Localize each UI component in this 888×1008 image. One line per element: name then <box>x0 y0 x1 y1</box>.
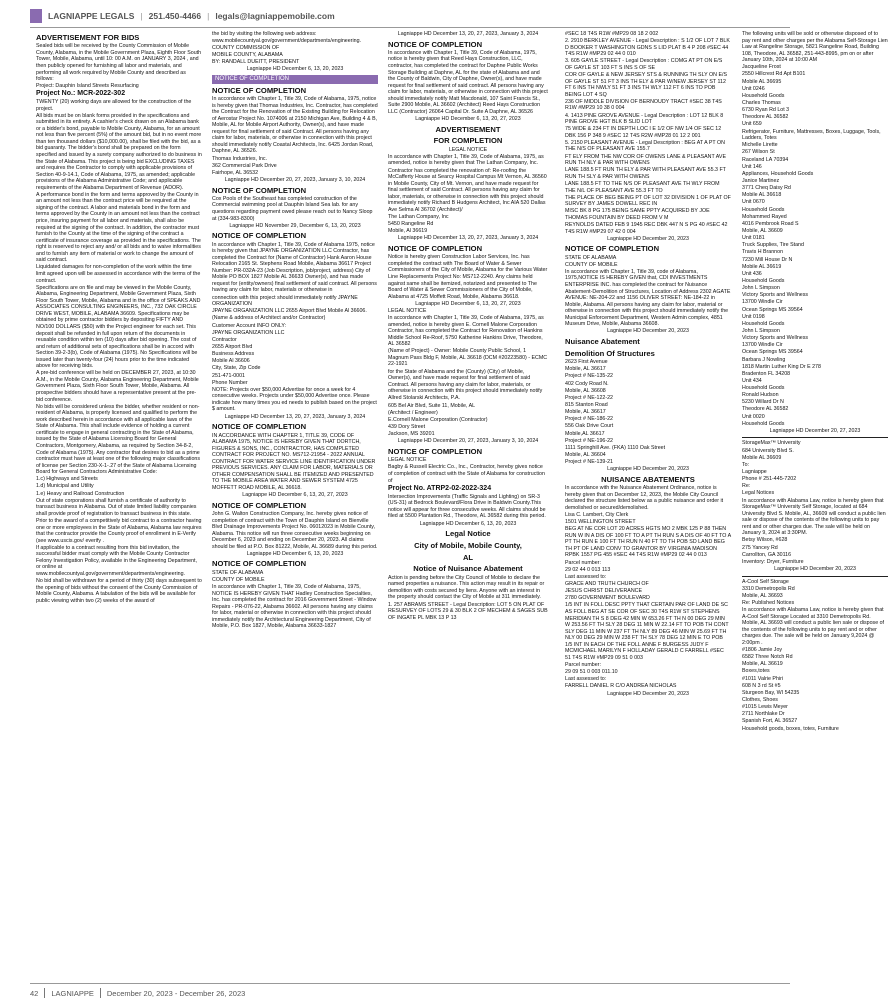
notice-text: 402 Cody Road N. <box>565 380 609 387</box>
issue-dates: December 20, 2023 - December 26, 2023 <box>106 988 246 998</box>
notice-text: Travis H Brannon <box>742 249 784 256</box>
notice-text: Thomas Industries, Inc. <box>212 155 268 162</box>
footer-divider <box>44 988 45 998</box>
notice-text: LEGAL NOTICE <box>448 146 488 153</box>
notice-text: LEGAL NOTICE <box>388 457 427 464</box>
notice-text: Parcel number: <box>565 559 601 566</box>
notice-text: Re: Published Notices <box>742 599 795 606</box>
notice-text: Phone Number <box>212 379 248 386</box>
notice-text: #SEC 18 T4S R1W #MP29 08 18 2 002 <box>565 31 659 37</box>
notice-heading: Demolition Of Structures <box>565 348 655 358</box>
notice-text: LANE 188.5 FT RUN TH ELY & PAR WITH PLEASANT AVE 55.3 FT RUN TH SLY & PAR WITH OWENS <box>565 167 726 180</box>
notice-text: John G. Walton Construction Company, Inc. hereby gives notice of completion of contract with the Town of Dauphin Island on Bienville Blvd Drainage Improvements Project No. 06012023 in Mobile County, Alabama. This notice will run three consecutive weeks beginning on December 6, 2023 and ending on December 20, 2023. All claims should be filed at P.O. Box 81222, Mobile, AL 36689 during this period. <box>212 511 378 550</box>
column-4 <box>565 31 731 991</box>
notice-divider <box>742 576 888 577</box>
notice-heading: City of Mobile, Mobile County, <box>414 540 522 550</box>
notice-text: 13700 Windle Cir <box>742 342 783 349</box>
notice-text: 608 N 3 rd St #5 <box>742 682 781 689</box>
notice-text: Household Goods <box>742 320 785 327</box>
notice-text: Unit 0020 <box>742 413 765 420</box>
notice-text: In accordance with Chapter 1, Title 39, Code of Alabama, 1975, notice is hereby given that Reed Hays Construction, LLC, contractor, has completed the contract for Daphne Public Works Storage Building at Daphne, AL for the state of Alabama and and the County of Baldwin, City of Daphne, Owner(s), and have made request for final settlement of said contract. All persons having any claim for labor, materials, or otherwise in connection with this project should immediately notify Matt Macdonald, 107 Saint Francis St., Suite 2900 Mobile, AL 36602 (Architect) Reed Hays Construction LLC (Contractor) 26064 Capital Dr. Suite A Daphne, AL 36526 <box>388 49 548 115</box>
notice-heading: Legal Notice <box>445 529 491 539</box>
notice-text: In accordance with Chapter 1, Title 39, Code of Alabama 1975, notice is hereby given that JPAYNE ORGANIZATION LLC Contractor, has completed the Contract for (Name of Contractor) Hank Aaron House Relocation 2165 St. Stephens Road Mobile, Alabama 36617 Project Number: PR-032A-23 (Job Description, job/project, address) City of Mobile PO BOX 1827 Mobile AL 36633 Owner(s), and has made request for (entity/owners) final settlement of said contract. All persons having any claim for labor, materials or otherwise in <box>212 241 377 294</box>
notice-text: Prior to the award of a competitively bid contract to a contractor having one or more employees in the State of Alabama, Alabama law requires that the contractor provide the County proof of enrollment in E-Verify (see www.uscis.gov/ everify . <box>36 517 202 544</box>
notice-text: for the State of Alabama and the (County) (City) of Mobile, Owner(s), and have made request for final settlement of said Contract. All persons having any claim for labor, materials, or otherwise in connection with this project should immediately notify <box>388 368 543 395</box>
notice-text: In accordance with Chapter 1, Title 39, Code of Alabama, 1975, as amended, notice is hereby given E. Cornell Malone Corporation Contractor, has completed the Contract for Renovation of Hankins Middle School Re-Roof, 5750 Katherine Hankins Drive, Theodore, AL 36582 <box>388 315 544 348</box>
notice-heading: Notice of Nuisance Abatement <box>413 564 523 574</box>
notice-text: Project # NE-135-22 <box>565 373 613 380</box>
notice-text: REYNOLDS DATED FEB 9 1945 REC DBK 447 N S PG 40 #SEC 42 T4S R1W #MP29 07 42 0 004 <box>565 222 728 235</box>
notice-text: Household Goods <box>742 420 785 427</box>
notice-text: Household Goods <box>742 206 785 213</box>
notice-text: In accordance with the Nuisance Abatement Ordinance, notice is hereby given that on December 12, 2023, the Mobile City Council declared the structure listed below as a public nuisance and order it demolished or secured/demolished. <box>565 485 724 511</box>
publication-dates: Lagniappe HD December 20, 27, 2023, January 3, 10, 2024 <box>224 176 366 183</box>
notice-text: 2711 Northlake Dr <box>742 711 785 718</box>
column-5 <box>742 31 888 991</box>
notice-text: To: <box>742 461 750 468</box>
notice-text: (Architect / Engineer) <box>388 409 438 416</box>
notice-text: Allred Stolarski Architects, P.A. <box>388 395 461 402</box>
notice-text: BEG AT NE COR LOT 20 ACRES HGTS MO 2 MBK 125 P 88 THEN RUN W IN A DIS OF 100 FT TO A PT TH RUN S A DIS OF 40 FT TO A PT TH RUN E 100 FT TH RUN N 40 FT TO TH POB SD LAND BEG TH PT OF LAND CONV TO GRANTOR BY VIRGINIA MADISON RPBK 1557 PG 455 #SEC 44 T4S R1W #MP29 02 44 0 013 <box>565 526 731 559</box>
notice-text: 251-471-0001 <box>212 372 245 379</box>
notice-text: Betsy Wilson, #628 <box>742 537 788 544</box>
notice-text: Unit 0670 <box>742 199 765 206</box>
notice-text: Project # NE-186-22 <box>565 416 613 423</box>
notice-text: Ocean Springs MS 39564 <box>742 306 803 313</box>
notice-text: #1015 Lewis Meyer <box>742 704 788 711</box>
notice-text: of completion of contract with the State of Alabama for construction of <box>388 471 545 484</box>
notice-text: LANE 188.5 FT TO THE N/S OF PLEASANT AVE TH WLY FROM THE N/L OF PLEASANT AVE 55.3 FT TO <box>565 180 720 194</box>
notice-text: 2655 Airport Blvd <box>212 344 253 350</box>
notice-text: LEGAL NOTICE <box>388 307 427 314</box>
notice-text: 1111 Springhill Ave. (FKA) 1110 Oak Street <box>565 444 666 451</box>
notice-text: Out of state corporations shall furnish a certificate of authority to transact business in Alabama. Out of state limited liability companies shall provide proof of registration to transact business in this state. <box>36 497 197 517</box>
notice-text: 236 OF MIDDLE DIVISION OF BERNOUDY TRACT #SEC 38 T4S R1W #MP29 10 38 0 004 <box>565 98 722 112</box>
notice-text: Janice Martinez <box>742 177 780 184</box>
publication-dates: Lagniappe HD November 29, December 6, 13, 20, 2023 <box>229 222 361 229</box>
notice-text: (Name & address of Architect and/or Contractor) <box>212 315 326 322</box>
publication-dates: Lagniappe HD December 13, 20, 27, 2023, January 3, 2024 <box>397 31 539 37</box>
notice-text: Ronald Hudson <box>742 392 779 399</box>
notice-text: Mobile, Al 36619 <box>388 228 428 235</box>
notice-text: Project: Dauphin Island Streets Resurfacing <box>36 83 139 90</box>
notice-text: StorageMax™ University <box>742 440 801 447</box>
legal-columns <box>36 31 888 946</box>
notice-text: 4. 1413 PINE GROVE AVENUE - Legal Description : LOT 12 BLK 8 PINE GROVE HGT BLK B SLID LOT <box>565 112 724 126</box>
notice-text: Lagniappe <box>742 469 767 476</box>
section-marker-icon <box>30 9 42 23</box>
notice-text: (Name of Project) - Owner: Mobile County Public School, 1 Magnum Pass Bldg F, Mobile, AL 36618 (DCM #20223580) - ECMC 22-1921 <box>388 348 548 368</box>
notice-text: Unit 146 <box>742 163 762 170</box>
notice-text: Mobile AL 36619 <box>742 263 782 270</box>
notice-heading: NUISANCE ABATEMENTS <box>601 474 695 484</box>
notice-text: 2623 First Avenue <box>565 359 608 366</box>
notice-text: Household Goods <box>742 277 785 284</box>
notice-heading: NOTICE OF COMPLETION <box>212 185 307 195</box>
notice-text: THE PLACE OF BEG BEING PT OF LOT 32 DIVISION 1 OF PLAT OF SURVEY BY JAMES DOWELL REC IN <box>565 194 731 208</box>
project-number: Project No.: MCR-2022-302 <box>36 90 126 98</box>
notice-text: Project # NE-139-21 <box>565 459 613 466</box>
notice-text: Theodore AL 36582 <box>742 114 789 121</box>
notice-text: Action is pending before the City Council of Mobile to declare the named properties a nuisance. This action may result in its repair or demolition with costs secured by liens. Anyone with an interest in the property should contact the City of Mobile at 311 immediately. <box>388 574 545 601</box>
notice-text: 1818 Martin Luther King Dr E 278 <box>742 363 821 370</box>
page-number: 42 <box>30 988 39 998</box>
notice-text: Contractor <box>212 336 237 343</box>
publication-dates: Lagniappe HD December 20, 2023 <box>607 235 689 242</box>
header-rule <box>30 27 790 28</box>
notice-text: COUNTY OF MOBILE <box>565 261 618 268</box>
notice-text: 29 02 44 0 013 113 <box>565 566 611 573</box>
page-footer <box>30 986 790 1000</box>
publication-dates: Lagniappe HD December 13, 20, 27, 2023, January 3, 2024 <box>397 235 539 242</box>
notice-text: Ocean Springs MS 39564 <box>742 349 803 356</box>
notice-text: A pre-bid conference will be held on DECEMBER 27, 2023, at 10:30 A.M., in the Mobile County, Alabama Engineering Department, Mobile Government Plaza, Sixth Floor South Tower, Mobile, Alabama. All prospective bidders should have a representative present at the pre-bid conference. <box>36 370 199 403</box>
notice-text: Jacqueline Frost <box>742 64 781 71</box>
notice-text: Bradenton FL 34208 <box>742 370 791 377</box>
notice-text: 556 Oak Drive Court <box>565 423 614 430</box>
publication-dates: Lagniappe HD December 20, 2023 <box>607 328 689 335</box>
notice-text: Mobile, AL 36609 <box>742 227 783 234</box>
notice-text: Unit 659 <box>742 121 762 128</box>
notice-text: 2550 Hillcrest Rd Apt B101 <box>742 71 806 78</box>
notice-text: Charles Thomas <box>742 100 781 107</box>
notice-text: Mobile, AL 36604 <box>565 452 606 459</box>
notice-text: Theodore AL 36582 <box>742 406 789 413</box>
notice-text: Business Address <box>212 351 255 358</box>
notice-text: JPAYNE ORGANIZATION LLC <box>212 329 285 336</box>
notice-text: Unit 0246 <box>742 85 765 92</box>
notice-text: In accordance with Chapter 1, Title 39, code of Alabama, 1975,NOTICE IS HEREBY GIVEN that, CDI INVESTMENTS ENTERPRISE INC. has completed the contract for Nuisance Abatement-Demolition of Structures, Location of Address 2302 AGATE AVENUE: NE-204-22 and 1156 OLIVER STREET: NE-184-22 in Mobile, Alabama. All persons having any claim for labor, material or otherwise in connection with this project should immediately notify the Municipal Enforcement Department, Western Admin complex, 4851 Museum Drive, Mobile, Alabama 36608. <box>565 268 731 328</box>
notice-text: 1501 WELLINGTON STREET <box>565 519 636 526</box>
notice-text: Bagby & Russell Electric Co., Inc., Contractor, hereby gives notice <box>388 464 543 471</box>
publication-dates: Lagniappe HD December 6, 13, 20, 27, 2023 <box>415 300 521 307</box>
notice-text: #1806 Jamie Joy <box>742 647 783 653</box>
notice-heading: NOTICE OF COMPLETION <box>212 559 307 569</box>
notice-text: In accordance with Alabama Law, notice is hereby given that A-Cool Self Storage Located at 3310 Demetropolis Rd. Mobile, AL 36693 will conduct a public lien sale or dispose of the contents of the following units to pay rent and or other charges due. The sale will be held on January 9,2024 @ 2:00pm . <box>742 607 885 646</box>
notice-text: Customer Account INFO ONLY: <box>212 322 287 329</box>
notice-text: In accordance with Chapter 1, Title 39, Code of Alabama, 1975, notice is hereby given that Thomas Industries, Inc. Contractor, has completed the Contract for the Renovation of the Existing Building for Relocation of Aerostar Project No. 1074006 at 2150 Michigan Ave, Building 4 & B, Mobile, AL for Mobile Airport Authority, Owner(s), and have made request for final settlement of said Contract. All persons having any claim for labor, materials, or otherwise in connection with this project should immediately notify Coastal Architects, Inc. 6425 Jordan Road, Daphne, AL 36526. <box>212 96 378 155</box>
notice-text: Mobile AL 36695 <box>742 78 782 85</box>
notice-text: NOTE: Projects over $50,000 Advertise for once a week for 4 consecutive weeks. Projects under $50,000 Advertise once. Please indicate how many times you ed needs to publish based on the project $ amount. <box>212 386 377 413</box>
notice-text: In accordance with Alabama Law, notice is hereby given that StorageMax™ University Self Storage, located at 684 University Blvd S. Mobile, AL, 36609 will conduct a public lien sale or dispose of the contents of the following units to pay rent and or other charges due. The sale will be held on January 9, 2024 at 3:30PM. <box>742 497 886 537</box>
notice-text: The following units will be sold or otherwise disposed of to pay rent and other charges per the Alabama Self-Storage Lien Law at Rangeline Storage, 5821 Rangeline Road, Building 108, Theodore, AL 36582, 251-443-8995, pm on or after January 10th, 2024 at 10:00 AM <box>742 31 888 64</box>
notice-heading: NOTICE OF COMPLETION <box>388 446 483 456</box>
notice-text: E.Cornell Malone Corporation (Contractor) <box>388 416 488 423</box>
notice-text: Liquidated damages for non-completion of the work within the time limit agreed upon will be assessed in accordance with the terms of the contract. <box>36 264 201 284</box>
notice-text: In accordance with Chapter 1, Title 39, Code of Alabama, 1975, as amended, notice is hereby given that The Lathan Company, Inc. <box>388 153 544 167</box>
notice-text: connection with this project should immediately notify JPAYNE ORGANIZATION <box>212 294 358 308</box>
notice-text: John L Simpson <box>742 285 780 292</box>
notice-text: Mobile, AL 36608 <box>565 387 606 394</box>
notice-text: Lisa C. Lambert, City Clerk <box>565 512 629 519</box>
notice-heading: ADVERTISEMENT <box>435 124 501 134</box>
notice-text: 3771 Cheq Daisy Rd <box>742 185 791 192</box>
notice-text: Unit 0181 <box>742 235 765 242</box>
notice-text: Clothes, Shoes <box>742 696 778 703</box>
notice-text: John L Simpson <box>742 327 780 334</box>
notice-text: 7230 Mill House Dr N <box>742 256 793 263</box>
notice-text: Appliances, Household Goods <box>742 170 814 177</box>
notice-text: 6730 Ryan Rd Lot 3 <box>742 107 790 114</box>
notice-text: Refrigerator, Furniture, Mattresses, Boxes, Luggage, Tools, Ladders, Totes <box>742 128 881 142</box>
notice-text: 275 Yancey Rd <box>742 544 778 551</box>
notice-text: #1011 Valrie Phiri <box>742 675 784 682</box>
notice-text: MOBILE COUNTY, ALABAMA <box>212 51 283 58</box>
notice-text: Unit 0198 <box>742 313 765 320</box>
notice-text: Sealed bids will be received by the County Commission of Mobile County, Alabama, in the Mobile Government Plaza, Eighth Floor South Tower, Mobile, Alabama, until 10: 00 A.M. on JANUARY 3, 2024 , and then publicly opened for furnishing all labor and materials, and performing all work required by Mobile County and described as follows: <box>36 43 202 83</box>
notice-text: STATE OF ALABAMA <box>565 254 617 261</box>
notice-text: Re: <box>742 483 751 490</box>
column-2 <box>212 31 378 991</box>
notice-text: 4016 Pembrook Road S <box>742 220 799 227</box>
notice-text: Boxes,totes <box>742 668 770 675</box>
notice-heading: NOTICE OF COMPLETION <box>212 231 307 241</box>
notice-text: TWENTY (20) working days are allowed for the construction of the project. <box>36 99 192 112</box>
notice-text: Mobile,AL 36617 <box>565 430 605 437</box>
publication-name: LAGNIAPPE <box>51 988 94 998</box>
notice-text: Fairhope, AL 36532 <box>212 169 259 176</box>
notice-text: Contractor has completed the renovation of: Re-roofing the McCafferty House at Searcy Hospital Campus Mt Vernon, AL 36560 in Mobile County, City of Mt. Vernon, and have made request for final settlement of said Contract. All persons having any claim for labor, materials, or otherwise in connection with this project should immediately notify Richard B Hudgens Architect, Inc AIA 520 Dallas Ave Selma Al 36702 (Architect)/ <box>388 167 547 213</box>
notice-text: 815 Stanton Road <box>565 402 608 409</box>
notice-text: Specifications are on file and may be viewed in the Mobile County, Alabama, Engineering Department, Mobile Government Plaza, Sixth Floor South Tower, Mobile, Alabama and in the office of SPEAKS AND ASSOCIATES CONSULTING ENGINEERS, INC., 732 OAK CIRCLE DRIVE WEST, MOBILE, ALABAMA 36609. Specifications may be obtained by prime contractor bidders by depositing FIFTY AND NO/100 DOLLARS ($50) with the Project engineer for each set. This deposit shall be refunded in full upon return of the documents in reusable condition within ten (10) days after bid opening. The cost of and return of additional sets of specifications shall be in accord with Section 39-2-3(b), Code of Alabama (1975). No Specifications will be issued later than twenty-four (24) hours prior to the time indicated above for receiving bids. <box>36 284 201 370</box>
publication-dates: Lagniappe HD December 20, 27, 2023 <box>769 427 861 434</box>
notice-text: Mobile, AL 36693 <box>742 592 783 599</box>
notice-heading: Nuisance Abatement <box>565 337 640 346</box>
notice-text: Household Goods <box>742 385 785 392</box>
notice-text: All bids must be on blank forms provided in the specifications and submitted in its entirety. A cashier's check drawn on an Alabama bank or a bidder's bond, payable to Mobile County, Alabama, for an amount not less than five percent (5%) of the amount bid, but in no event more than ten thousand dollars ($10,000.00), shall be filed with the bid, as a bid guaranty. The bidder's bond shall be prepared on the form specified and issued by a surety company authorized to do business in the State of Alabama. This project is being bid EXCLUDING TAXES and requires the Contractor to comply with applicable provisions of Section 40-9-14.1, Code of Alabama, 1975, as amended; applicable provisions of the Alabama Administrative Code; and applicable requirements of the Alabama Department of Revenue (ADOR). <box>36 112 202 191</box>
notice-text: Last assessed to: <box>565 573 607 580</box>
publication-dates: Lagniappe HD December 6, 13, 20, 27, 2023 <box>242 492 348 499</box>
notice-text: 3310 Demetropolis Rd <box>742 585 795 592</box>
notice-text: 1.c) Highways and Streets <box>36 476 98 483</box>
notice-text: The Lathan Company, Inc <box>388 213 449 220</box>
notice-text: Mobile, AL 36619 <box>742 661 783 668</box>
notice-text: 1. 257 ABRAMS STREET - Legal Description: LOT 5 ON PLAT OF RESURVEY OF LOTS 29 & 30 BLK 2 OF MECHEM & SAGES SUB OF INGATE PL MBK 13 P 13 <box>388 601 548 621</box>
notice-text: 13700 Windle Cir <box>742 299 783 306</box>
notice-text: Notice is hereby given Construction Labor Services, Inc. has completed the contract with The Board of Water & Sewer Commissioners of the City of Mobile, Alabama for the Various Water Line Replacements Project No: MS712-2240. Any claims held against same shall be itemized, notarized and presented to The Board of Water & Sewer Commissioners of the City of Mobile, Alabama at 4725 Moffett Road, Mobile, Alabama 36618. <box>388 254 548 300</box>
notice-text: No bid shall be withdrawn for a period of thirty (30) days subsequent to the opening of bids without the consent of the County Commission of Mobile County, Alabama. A tabulation of the bids will be available for public viewing within two (2) weeks of the award of <box>36 578 202 604</box>
publication-dates: Lagniappe HD December 20, 2023 <box>607 690 689 697</box>
notice-text: If applicable to a contract resulting from this bid invitation, the successful bidder must comply with the Mobile County Contractor Felony Investigation Policy, available in the Engineering Department, or online at www.mobilecountyal.gov/government/departments/engineering. <box>36 544 197 577</box>
header-separator: | <box>140 11 143 21</box>
notice-text: Project # NE-196-22 <box>565 437 613 444</box>
notice-text: 5450 Rangeline Rd <box>388 221 434 228</box>
notice-text: 684 University Blvd S. <box>742 447 794 454</box>
notice-text: 6582 Three Notch Rd <box>742 654 793 661</box>
notice-text: COR OF GAYLE & NEW JERSEY STS & RUNNING TH SLY ON E/S OF GAYLE ST 51 FT 3 INS TH ELY & PAR W/NEW JERSEY ST 112 FT 6 INS TH NWLY 51 FT 3 INS TH WLY 112 FT 6 INS TO POB BEING LOT 4 SQ <box>565 72 727 98</box>
notice-divider <box>742 437 888 438</box>
notice-heading: NOTICE OF COMPLETION <box>565 244 660 254</box>
notice-text: BY: RANDALL DUEITT, PRESIDENT <box>212 58 300 65</box>
notice-text: GRACE AND TRUTH CHURCH OF <box>565 581 649 588</box>
notice-heading: NOTICE OF COMPLETION <box>212 422 307 432</box>
notice-text: Unit 434 <box>742 377 762 384</box>
publication-dates: Lagniappe HD December 20, 2023 <box>607 466 689 473</box>
page-header <box>30 7 790 25</box>
header-phone: 251.450-4466 <box>148 11 202 21</box>
footer-rule <box>30 983 790 984</box>
notice-text: No bids will be considered unless the bidder, whether resident or non-resident of Alabama, is properly licensed and qualified to perform the work described herein in accordance with all applicable laws of the State of Alabama. This shall include evidence of holding a current certificate to engage in general contracting in the State of Alabama, issued by the State of Alabama Licensing Board for General Contractors, Montgomery, Alabama, as required by Section 34-8-2, Code of Alabama (1975). Any contractor that desires to bid as a prime contractor must have at least one of the following major classifications of license per Section 230-X-1-.27 of the State of Alabama Licensing Board for General Contractors Administrative Code: <box>36 403 200 476</box>
notice-text: MISC BK 8 PG 175 BEING SAME PPTY ACQUIRED BY JOE THOMAS FOUNTAIN BY DEED FROM V M <box>565 208 710 221</box>
notice-text: 5230 Willard Dr N <box>742 399 784 406</box>
notice-heading: AL <box>462 552 474 562</box>
notice-heading: NOTICE OF COMPLETION <box>212 85 307 95</box>
notice-text: Unit 436 <box>742 270 762 277</box>
notice-text: Mobile AL 36609 <box>742 454 782 461</box>
notice-heading: NOTICE OF COMPLETION <box>388 243 483 253</box>
notice-text: FARRELL DANIEL R C/O ANDREA NICHOLAS <box>565 683 677 690</box>
notice-text: Jackson, MS 39201 <box>388 431 435 438</box>
notice-text: Sturgeon Bay, WI 54235 <box>742 689 800 696</box>
notice-text: 2. 2910 BERKLEY AVENUE - Legal Description : S 1/2 OF LOT 7 BLK D BOOKER T WASHINGTON GDNS S LID PLAT B 4 P 208 #SEC 44 T4S R1W #MP29 02 44 0 010 <box>565 38 730 58</box>
header-email[interactable]: legals@lagniappemobile.com <box>215 11 335 21</box>
notice-text: 2780 GOVERNMENT BOULEVARD <box>565 595 650 602</box>
notice-text: 1/5 INT IN FOLL DESC PPTY THAT CERTAIN PAR OF LAND DE SC AS FOLL BEG AT SE COR OF SEC 30 T4S R1W ST STEPHENS MERIDIAN TH S 8 DEG 42 MIN W 653.26 FT TH N 00 DEG 29 MIN W 253.56 FT TH SLY 28 DEG 11 MIN W 22.14 FT TO POB TH CONT SLY DEG 11 MIN W 237 FT TH NLY 89 DEG 46 MIN W 25.69 FT TH NLY 00 DEG 29 MIN W 238 FT TH SLY 78 DEG 12 MIN E TO POB 1/5 INT IN EACH OF THE FOLL ANNE F BURGESS JUDY F MCMICHAEL MARILYN F HOLLADAY GERALD C FARRELL #SEC 51 T4S R1W #MP29 09 51 0 003 <box>565 602 729 661</box>
notice-text: Truck Supplies, Tire Stand <box>742 242 804 249</box>
notice-text: Michelle Lirette <box>742 142 778 149</box>
notice-text: Mobile, AL 36617 <box>565 409 606 416</box>
notice-heading: NOTICE OF COMPLETION <box>388 39 483 49</box>
notice-heading: ADVERTISEMENT FOR BIDS <box>36 33 140 42</box>
notice-text: Mobile AL 36618 <box>742 192 782 199</box>
publication-dates: Lagniappe HD December 6, 13, 20, 27, 2023 <box>415 116 521 122</box>
notice-text: Mobile Al 36606 <box>212 358 250 365</box>
notice-text: Victory Sports and Wellness <box>742 292 809 299</box>
notice-text: In accordance with Chapter 1, Title 39, Code of Alabama, 1975, NOTICE IS HEREBY GIVEN THAT Hadley Construction Specialties, Inc. has completed the contract for 2016 Government Street - Window Repairs - PR-076-22, Alabama 36602. All persons having any claims for labor, material or otherwise in connection with this project should immediately notify the Architectural Engineering Department, City of Mobile, P.O. Box 1827, Mobile, Alabama 36633-1827 <box>212 584 377 630</box>
notice-text: Mohammed Rayed <box>742 213 787 220</box>
notice-text: Household goods, boxes, totes, Furniture <box>742 725 839 732</box>
publication-dates: Lagniappe HD December 20, 2023 <box>774 566 856 573</box>
publication-dates: Lagniappe HD December 20, 27, 2023, January 3, 10, 2024 <box>397 438 539 445</box>
notice-text: COUNTY OF MOBILE <box>212 576 265 583</box>
notice-text: 75 WIDE & 234 FT IN DEPTH LOC I E 1/2 OF NW 1/4 OF SEC 12 DBK 156 P 348 9 #SEC 12 T4S R2W #MP28 01 12 2 001 <box>565 126 722 139</box>
notice-text: the bid by visiting the following web address: www.mobilecountyal.gov/government/departments/engineering. <box>212 31 361 44</box>
notice-text: Victory Sports and Wellness <box>742 335 809 342</box>
notice-text: Inventory: Dryer, Furniture <box>742 558 804 565</box>
notice-text: 605 Bel Air Blvd, Suite 11, Mobile, AL <box>388 402 476 409</box>
notice-text: 1.d) Municipal and Utility <box>36 483 94 490</box>
notice-text: Last assessed to: <box>565 676 607 683</box>
column-1 <box>36 31 202 991</box>
notice-text: FT ELY FROM THE NW COR OF OWENS LANE & PLEASANT AVE RUN TH NLY & PAR WITH OWENS <box>565 153 726 167</box>
notice-text: Mobile, AL 36617 <box>565 366 606 373</box>
notice-text: Cox Pools of the Southeast has completed construction of the Commercial swimming pool at Dauphin Island Sea lab. for any questions regarding payment owed please reach out to Nancy Sloop at (334-983-8300) <box>212 195 373 222</box>
header-separator: | <box>207 11 210 21</box>
notice-text: 267 Wilson St <box>742 149 775 156</box>
notice-text: 29 09 51 0 003 011.10 <box>565 669 618 676</box>
notice-text: IN ACCORDANCE WITH CHAPTER 1, TITLE 39, CODE OF ALABAMA 1975, NOTICE IS HEREBY GIVEN THAT DORTCH, FIGURES & SONS, INC., CONTRACTOR, HAS COMPLETED CONTRACT FOR PROJECT NO. MS712-21954 - 2022 ANNUAL CONTRACT FOR WATER SERVICE LINE IDENTIFICATION UNDER PREVIOUS SERVICES. ANY CLAIM FOR LABOR, MATERIALS OR OTHER COMPENSATION SHALL BE ITEMIZED AND PRESENTED TO THE MOBILE AREA WATER AND SEWER SYSTEM 4725 MOFFETT ROAD MOBILE, AL 36618. <box>212 432 376 491</box>
notice-text: A performance bond in the form and terms approved by the County in an amount not less than the contract price will be required at the signing of the contract. A labor and materials bond in the form and terms approved by the County in an amount not less than the contract price, insuring payment for all labor and materials, shall also be required at the signing of the contract. In addition, the contractor must furnish to the County at the time of the signing of the contract a certificate of insurance coverage as provided in the specifications. The right is reserved to reject any and/ or all bids and to waive informalities and to furnish any item of material or work to change the amount of said contract. <box>36 191 201 264</box>
publication-dates: Lagniappe HD December 6, 13, 20, 2023 <box>246 550 344 557</box>
notice-text: 362 Commercial Park Drive <box>212 162 277 169</box>
notice-text: Phone # 251-445-7202 <box>742 476 797 483</box>
notice-text: COUNTY COMMISSION OF <box>212 44 280 51</box>
notice-text: 3. 605 GAYLE STREET - Legal Description : COMG AT PT ON E/S OF GAYLE ST 103 FT S INS S OF SE <box>565 58 723 71</box>
notice-text: Spanish Fort, AL 36527 <box>742 718 798 725</box>
project-number: Project No. ATRP2-02-2022-324 <box>388 485 492 493</box>
notice-text: Raceland LA 70394 <box>742 156 789 163</box>
section-banner: NOTICE OF COMPLETION <box>212 75 378 84</box>
notice-text: Barbara J Nowling <box>742 356 786 363</box>
notice-text: Carrollton, GA 30116 <box>742 551 792 558</box>
section-title: LAGNIAPPE LEGALS <box>48 11 135 21</box>
publication-dates: Lagniappe HD December 13, 20, 27, 2023, January 3, 2024 <box>224 413 366 420</box>
notice-text: JESUS CHRIST DELIVERANCE <box>565 588 643 595</box>
notice-text: Household Goods <box>742 92 785 99</box>
publication-dates: Lagniappe HD December 6, 13, 20, 2023 <box>419 520 517 527</box>
notice-text: Intersection Improvements (Traffic Signals and Lighting) on SR-3 (US-31) at Bedrock Boulevard/Flora Drive in Baldwin County.This notice will appear for three consecutive weeks. All claims should be filed at 5500 Plantation Rd., Theodore, AL 36582 during this period. <box>388 493 546 520</box>
notice-text: City, State, Zip Code <box>212 365 261 372</box>
notice-text: 439 Dory Street <box>388 423 426 430</box>
column-3 <box>388 31 548 991</box>
notice-text: Legal Notices <box>742 490 775 497</box>
notice-text: Project # NE-122-22 <box>565 394 613 401</box>
notice-heading: FOR COMPLETION <box>433 136 503 146</box>
notice-text: STATE OF ALABAMA <box>212 569 264 576</box>
notice-text: JPAYNE ORGANIZATION LLC 2655 Airport Blvd Mobile Al 36606. <box>212 308 367 315</box>
notice-text: 5. 2150 PLEASANT AVENUE - Legal Description : BEG AT A PT ON THE N/S OF PLEASANT AVE 155.7 <box>565 139 725 153</box>
notice-text: A-Cool Self Storage <box>742 578 789 585</box>
publication-dates: Lagniappe HD December 6, 13, 20, 2023 <box>246 66 344 73</box>
notice-heading: NOTICE OF COMPLETION <box>212 500 307 510</box>
footer-divider <box>100 988 101 998</box>
notice-text: Parcel number: <box>565 661 601 668</box>
notice-text: 1.e) Heavy and Railroad Construction <box>36 490 125 497</box>
